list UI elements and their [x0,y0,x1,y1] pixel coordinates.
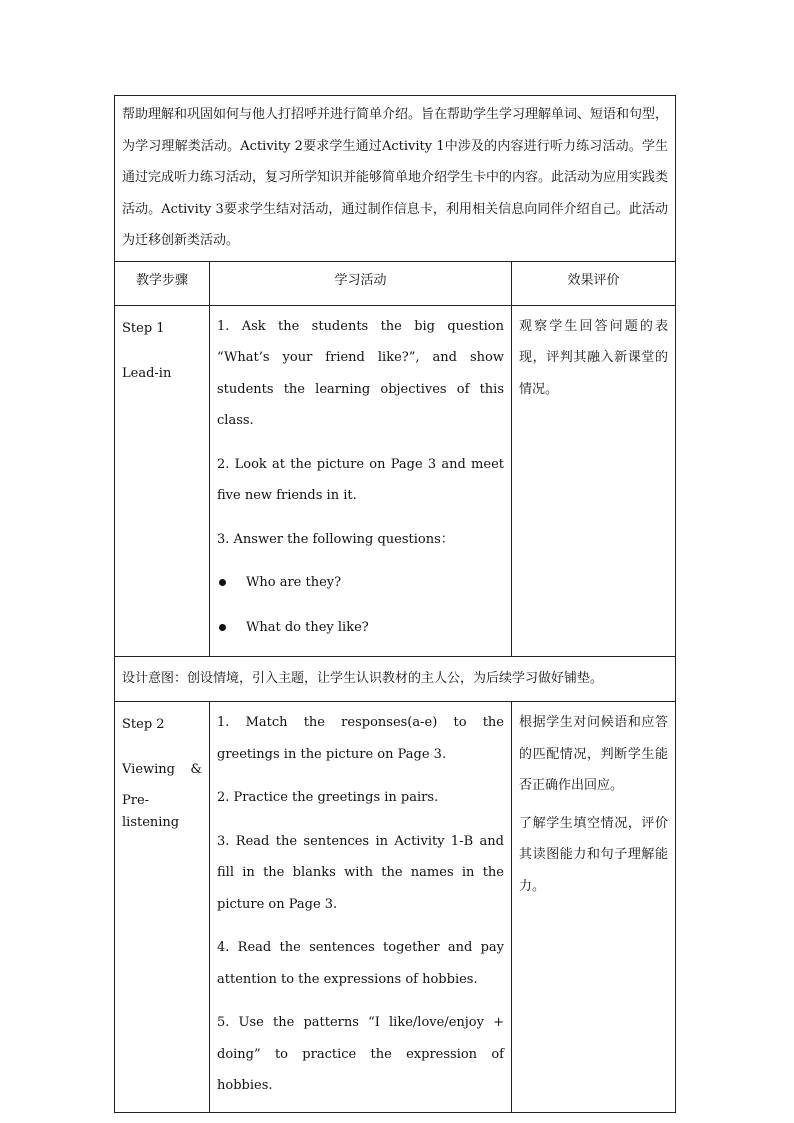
design-intent-text: 设计意图：创设情境，引入主题，让学生认识教材的主人公，为后续学习做好铺垫。 [115,657,676,702]
list-item [217,612,504,644]
step-cell [115,305,210,657]
header-teaching-steps: 教学步骤 [115,261,210,305]
activity-item: 1. Ask the students the big question “What’s your friend like?”, and show students the learning objectives of this class. [217,318,504,428]
activity-item: 1. Match the responses(a-e) to the greetings in the picture on Page 3. [217,715,504,762]
activity-item: 4. Read the sentences together and pay attention to the expressions of hobbies. [217,940,504,987]
evaluation-text: 观察学生回答问题的表现，评判其融入新课堂的情况。 [519,318,669,397]
header-learning-activities: 学习活动 [210,261,512,305]
bullet-text: Who are they? [246,575,342,590]
bullet-icon [219,579,226,586]
evaluation-cell [512,702,676,1113]
activities-cell [210,305,512,657]
evaluation-text: 了解学生填空情况，评价其读图能力和句子理解能力。 [519,815,669,894]
activities-cell [210,702,512,1113]
bullet-text: What do they like? [246,619,369,635]
step-name: Lead-in [122,365,172,381]
table-row [115,702,676,1113]
evaluation-text: 根据学生对问候语和应答的匹配情况，判断学生能否正确作出回应。 [519,715,669,793]
lesson-plan-table [114,95,676,1113]
bullet-icon [219,624,226,631]
header-effect-evaluation: 效果评价 [512,261,676,305]
step-number: Step 2 [122,717,165,732]
step-name-continued: Pre-listening [122,793,180,830]
evaluation-cell [512,305,676,657]
list-item [217,567,504,599]
activity-intro-text: 帮助理解和巩固如何与他人打招呼并进行简单介绍。旨在帮助学生学习理解单词、短语和句型，为学习理解类活动。Activity 2要求学生通过Activity 1中涉及的内容进行听力练习活动。学生通过完成听力练习活动，复习所学知识并能够简单地介绍学生卡中的内容。此活动为应用实践类活动。Activity 3要求学生结对活动，通过制作信息卡，利用相关信息向同伴介绍自己。此活动为迁移创新类活动。 [115,96,676,262]
activity-item: 5. Use the patterns “I like/love/enjoy + doing” to practice the expression of hobbies. [217,1015,504,1093]
activity-item: 3. Read the sentences in Activity 1-B and fill in the blanks with the names in the picture on Page 3. [217,833,504,912]
activity-item: 2. Practice the greetings in pairs. [217,790,439,805]
step-cell [115,702,210,1113]
table-row [115,305,676,657]
activity-item: 3. Answer the following questions： [217,531,454,547]
table-header-row [115,261,676,305]
activity-item: 2. Look at the picture on Page 3 and meet five new friends in it. [217,456,504,503]
step-name: Viewing & [122,762,202,777]
step-number: Step 1 [122,320,165,336]
